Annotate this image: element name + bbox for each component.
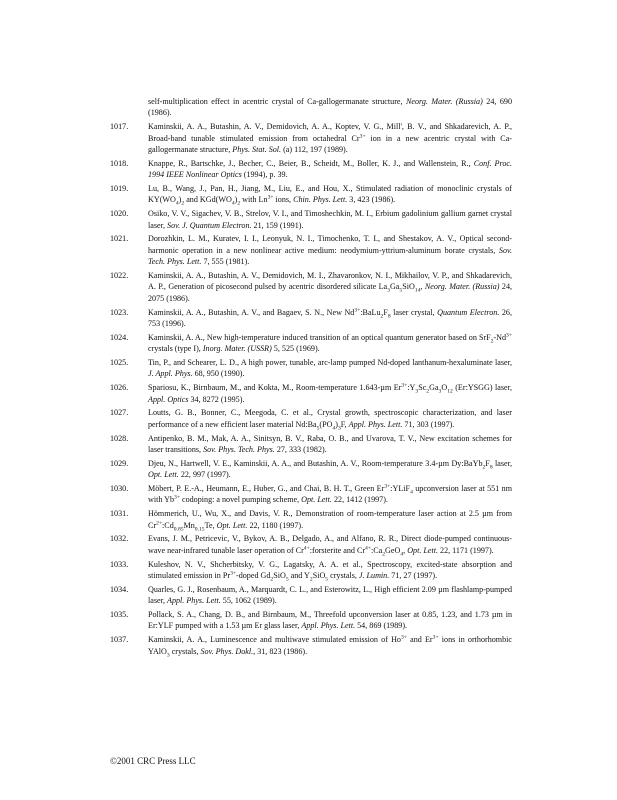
reference-entry: [110, 158, 512, 181]
reference-entry: [110, 458, 512, 481]
reference-text: Evans, J. M., Petricevic, V., Bykov, A. B., Delgado, A., and Alfano, R. R., Direct diode-pumped continuous-wave near-infrared tunable laser operation of $Cr^{4+}:forsterite$ and $Cr^{4+}:Ca_2GeO_4$, Opt. Lett. 22, 1171 (1997).: [148, 534, 512, 558]
reference-number: 1035.: [110, 610, 129, 620]
reference-text: Spariosu, K., Birnbaum, M., and Kokta, M., Room-temperature 1.643-µm $Er^{3+}:Y_3Sc_2Ga_3O_{12}$ (Er:YSGG) laser, Appl. Optics 34, 8272 (1995).: [148, 382, 512, 404]
reference-text: Antipenko, B. M., Mak, A. A., Sinitsyn, B. V., Raba, O. B., and Uvarova, T. V., New excitation schemes for laser transitions, Sov. Phys. Tech. Phys. 27, 333 (1982).: [148, 433, 512, 455]
reference-text: Hömmerich, U., Wu, X., and Davis, V. R., Demonstration of room-temperature laser action at 2.5 µm from $Cr^{2+}:Cd_{0.85}Mn_{0.15}Te$, Opt. Lett. 22, 1180 (1997).: [148, 509, 512, 533]
reference-text: Lu, B., Wang, J., Pan, H., Jiang, M., Liu, E., and Hou, X., Stimulated radiation of monoclinic crystals of $KY(WO_4)_2$ and $KGd(WO_4)_2$ with $Ln^{3+}$ ions, Chin. Phys. Lett. 3, 423 (1986).: [148, 184, 512, 208]
reference-number: 1033.: [110, 559, 129, 569]
reference-text: Osiko, V. V., Sigachev, V. B., Strelov, V. I., and Timoshechkin, M. I., Erbium gadolinium gallium garnet crystal laser, Sov. J. Quantum Electron. 21, 159 (1991).: [148, 209, 512, 230]
reference-number: 1018.: [110, 158, 129, 168]
reference-entry: [110, 559, 512, 582]
reference-text: Loutts, G. B., Bonner, C., Meegoda, C. et al., Crystal growth, spectroscopic characterization, and laser performance of a new efficient laser material $Nd:Ba_5(PO_4)_3F$, Appl. Phys. Lett. 71, 303 (1997).: [148, 408, 512, 432]
reference-number: 1017.: [110, 122, 129, 132]
reference-number: 1021.: [110, 234, 129, 244]
reference-number: 1037.: [110, 635, 129, 645]
reference-text: Dorozhkin, L. M., Kuratev, I. I., Leonyuk, N. I., Timochenko, T. I., and Shestakov, A. V., Optical second-harmonic operation in a new nonlinear active medium: neodymium-yttrium-aluminum borate crystals, Sov. Tech. Phys. Lett. 7, 555 (1981).: [148, 234, 512, 267]
reference-entry: [110, 508, 512, 531]
reference-entry: [110, 533, 512, 556]
reference-list: [110, 96, 512, 659]
reference-entry: [110, 433, 512, 456]
reference-text: Kaminskii, A. A., New high-temperature induced transition of an optical quantum generator based on $SrF_2-Nd^{3+}$ crystals (type I), Inorg. Mater. (USSR) 5, 525 (1969).: [148, 332, 512, 354]
reference-entry: [110, 382, 512, 405]
reference-text: Kaminskii, A. A., Butashin, A. V., Demidovich, M. I., Zhavaronkov, N. I., Mikhailov, V. P., and Shkadarevich, A. P., Generation of picosecond pulsed by acentric disordered silicate $La_3Ga_5SiO_{14}$, Neorg. Mater. (Russia) 24, 2075 (1986).: [148, 271, 513, 303]
reference-number: 1031.: [110, 509, 129, 519]
reference-text: Djeu, N., Hartwell, V. E., Kaminskii, A. A., and Butashin, A. V., Room-temperature 3.4-µm $Dy:BaYb_2F_8$ laser, Opt. Lett. 22, 997 (1997).: [148, 458, 512, 480]
reference-number: 1020.: [110, 209, 129, 219]
reference-number: 1023.: [110, 307, 129, 317]
reference-entry: [110, 233, 512, 267]
reference-entry: [110, 121, 512, 155]
reference-text: Quarles, G. J., Rosenbaum, A., Marquardt, C. L., and Esterowitz, L., High efficient 2.09 µm flashlamp-pumped laser, Appl. Phys. Lett. 55, 1062 (1989).: [148, 584, 512, 606]
reference-number: 1029.: [110, 458, 129, 468]
reference-entry: [110, 208, 512, 231]
reference-number: 1034.: [110, 584, 129, 594]
copyright-footer: ©2001 CRC Press LLC: [110, 756, 196, 766]
reference-number: 1026.: [110, 383, 129, 393]
reference-text: Kaminskii, A. A., Luminescence and multiwave stimulated emission of $Ho^{3+}$ and $Er^{3+}$ ions in orthorhombic YAlO$_3$ crystals, Sov. Phys. Dokl., 31, 823 (1986).: [148, 634, 512, 659]
reference-entry: [110, 96, 512, 119]
reference-text: Kuleshov, N. V., Shcherbitsky, V. G., Lagatsky, A. A. et al., Spectroscopy, excited-state absorption and stimulated emission in $Pr^{3+}$-doped $Gd_2SiO_5$ and $Y_2SiO_5$ crystals, J. Lumin. 71, 27 (1997).: [148, 559, 512, 583]
reference-entry: [110, 584, 512, 607]
reference-number: 1030.: [110, 484, 129, 494]
reference-entry: [110, 609, 512, 632]
reference-entry: [110, 307, 512, 330]
reference-number: 1032.: [110, 534, 129, 544]
reference-number: 1019.: [110, 184, 129, 194]
reference-entry: [110, 357, 512, 380]
reference-number: 1028.: [110, 433, 129, 443]
reference-text: Knappe, R., Bartschke, J., Becher, C., Beier, B., Scheidt, M., Boller, K. J., and Wallenstein, R., Conf. Proc. 1994 IEEE Nonlinear Optics (1994), p. 39.: [148, 158, 512, 180]
reference-number: 1025.: [110, 358, 129, 368]
reference-text: Pollack, S. A., Chang, D. B., and Birnbaum, M., Threefold upconversion laser at 0.85, 1.23, and 1.73 µm in Er:YLF pumped with a 1.53 µm Er glass laser, Appl. Phys. Lett. 54, 869 (1989).: [148, 610, 512, 631]
reference-number: 1022.: [110, 271, 129, 281]
reference-text: Tin, P., and Schearer, L. D., A high power, tunable, arc-lamp pumped Nd-doped lanthanum-hexaluminate laser, J. Appl. Phys. 68, 950 (1990).: [148, 358, 512, 379]
reference-entry: [110, 270, 512, 304]
reference-entry: [110, 407, 512, 430]
reference-number: 1024.: [110, 332, 129, 342]
reference-text: Kaminskii, A. A., Butashin, A. V., Demidovich, A. A., Koptev, V. G., Mill', B. V., and Shkadarevich, A. P., Broad-band tunable stimulated emission from octahedral $Cr^{3+}$ ion in a new acentric crystal with Ca-gallogermanate structure, Phys. Stat. Sol. (a) 112, 197 (1989).: [148, 122, 512, 155]
reference-number: 1027.: [110, 408, 129, 418]
reference-entry: [110, 483, 512, 506]
reference-entry: [110, 332, 512, 355]
reference-text: Kaminskii, A. A., Butashin, A. V., and Bagaev, S. N., New $Nd^{3+}:BaLu_2F_8$ laser crystal, Quantum Electron. 26, 753 (1996).: [148, 306, 513, 329]
reference-entry: [110, 183, 512, 206]
reference-entry: [110, 634, 512, 657]
reference-text: Möbert, P. E.-A., Heumann, E., Huber, G., and Chai, B. H. T., Green $Er^{3+}:YLiF_4$ upconversion laser at 551 nm with $Yb^{3+}$ codoping: a novel pumping scheme, Opt. Lett. 22, 1412 (1997).: [148, 483, 513, 505]
reference-text: self-multiplication effect in acentric crystal of Ca-gallogermanate structure, Neorg. Mater. (Russia) 24, 690 (1986).: [148, 97, 513, 118]
